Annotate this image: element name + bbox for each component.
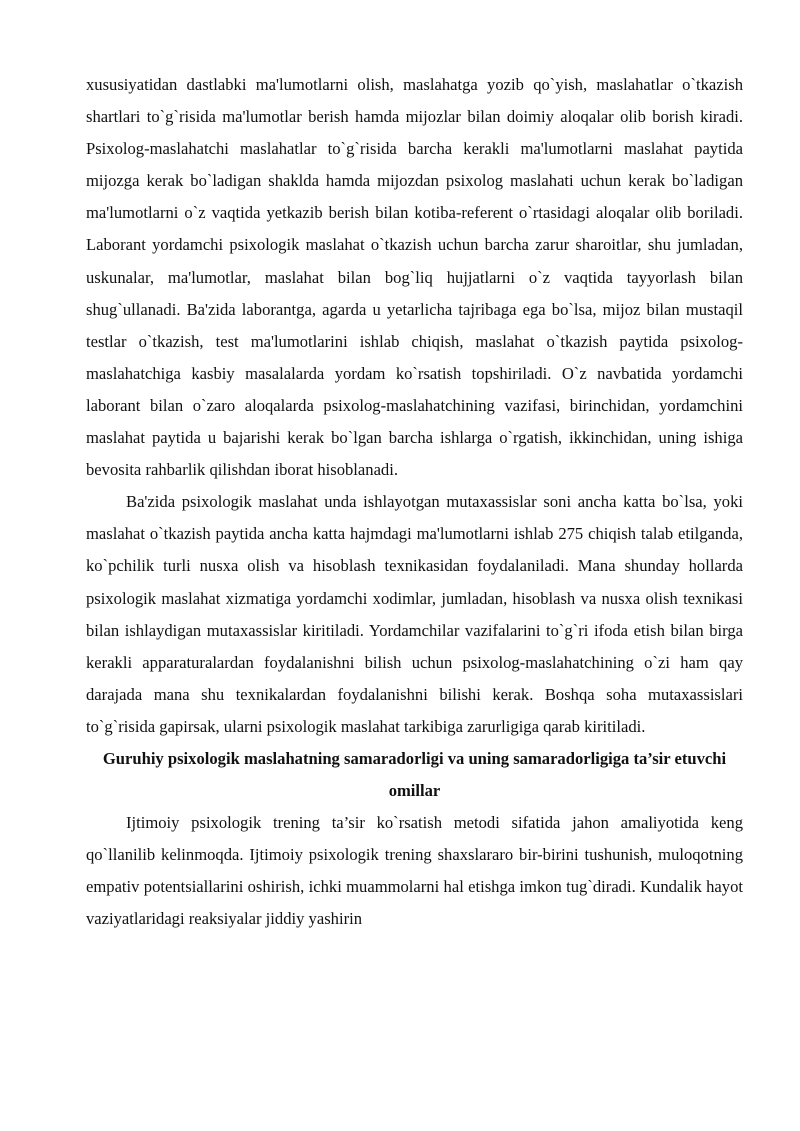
body-paragraph-2: Ba'zida psixologik maslahat unda ishlayotgan mutaxassislar soni ancha katta bo`lsa, yoki maslahat o`tkazish paytida ancha katta hajmdagi ma'lumotlarni ishlab 275 chiqish talab etilganda, ko`pchilik turli nusxa olish va hisoblash texnikasidan foydalaniladi. Mana shunday hollarda psixologik maslahat xizmatiga yordamchi xodimlar, jumladan, hisoblash va nusxa olish texnikasi bilan ishlaydigan mutaxassislar kiritiladi. Yordamchilar vazifalarini to`g`ri ifoda etish bilan birga kerakli apparaturalardan foydalanishni bilish uchun psixolog-maslahatchining o`zi ham qay darajada mana shu texnikalardan foydalanishni bilishi kerak. Boshqa soha mutaxassislari to`g`risida gapirsak, ularni psixologik maslahat tarkibiga zarurligiga qarab kiritiladi. — [86, 492, 743, 736]
body-paragraph-1: xususiyatidan dastlabki ma'lumotlarni olish, maslahatga yozib qo`yish, maslahatlar o`tkazish shartlari to`g`risida ma'lumotlar berish hamda mijozlar bilan doimiy aloqalar olib borish kiradi. Psixolog-maslahatchi maslahatlar to`g`risida barcha kerakli ma'lumotlarni maslahat paytida mijozga kerak bo`ladigan shaklda hamda mijozdan psixolog maslahati uchun kerak bo`ladigan ma'lumotlarni o`z vaqtida yetkazib berish bilan kotiba-referent o`rtasidagi aloqalar olib boriladi. Laborant yordamchi psixologik maslahat o`tkazish uchun barcha zarur sharoitlar, shu jumladan, uskunalar, ma'lumotlar, maslahat bilan bog`liq hujjatlarni o`z vaqtida tayyorlash bilan shug`ullanadi. Ba'zida laborantga, agarda u yetarlicha tajribaga ega bo`lsa, mijoz bilan mustaqil testlar o`tkazish, test ma'lumotlarini ishlab chiqish, maslahat o`tkazish paytida psixolog-maslahatchiga kasbiy masalalarda yordam ko`rsatish topshiriladi. O`z navbatida yordamchi laborant bilan o`zaro aloqalarda psixolog-maslahatchining vazifasi, birinchidan, yordamchini maslahat paytida u bajarishi kerak bo`lgan barcha ishlarga o`rgatish, ikkinchidan, uning ishiga bevosita rahbarlik qilishdan iborat hisoblanadi. — [86, 75, 743, 480]
body-paragraph-3: Ijtimoiy psixologik trening ta’sir ko`rsatish metodi sifatida jahon amaliyotida keng qo`llanilib kelinmoqda. Ijtimoiy psixologik trening shaxslararo bir-birini tushunish, muloqotning empativ potentsiallarini oshirish, ichki muammolarni hal etishga imkon tug`diradi. Kundalik hayot vaziyatlaridagi reaksiyalar jiddiy yashirin — [86, 813, 743, 929]
section-heading: Guruhiy psixologik maslahatning samaradorligi va uning samaradorligiga ta’sir etuvchi omillar — [102, 748, 727, 801]
